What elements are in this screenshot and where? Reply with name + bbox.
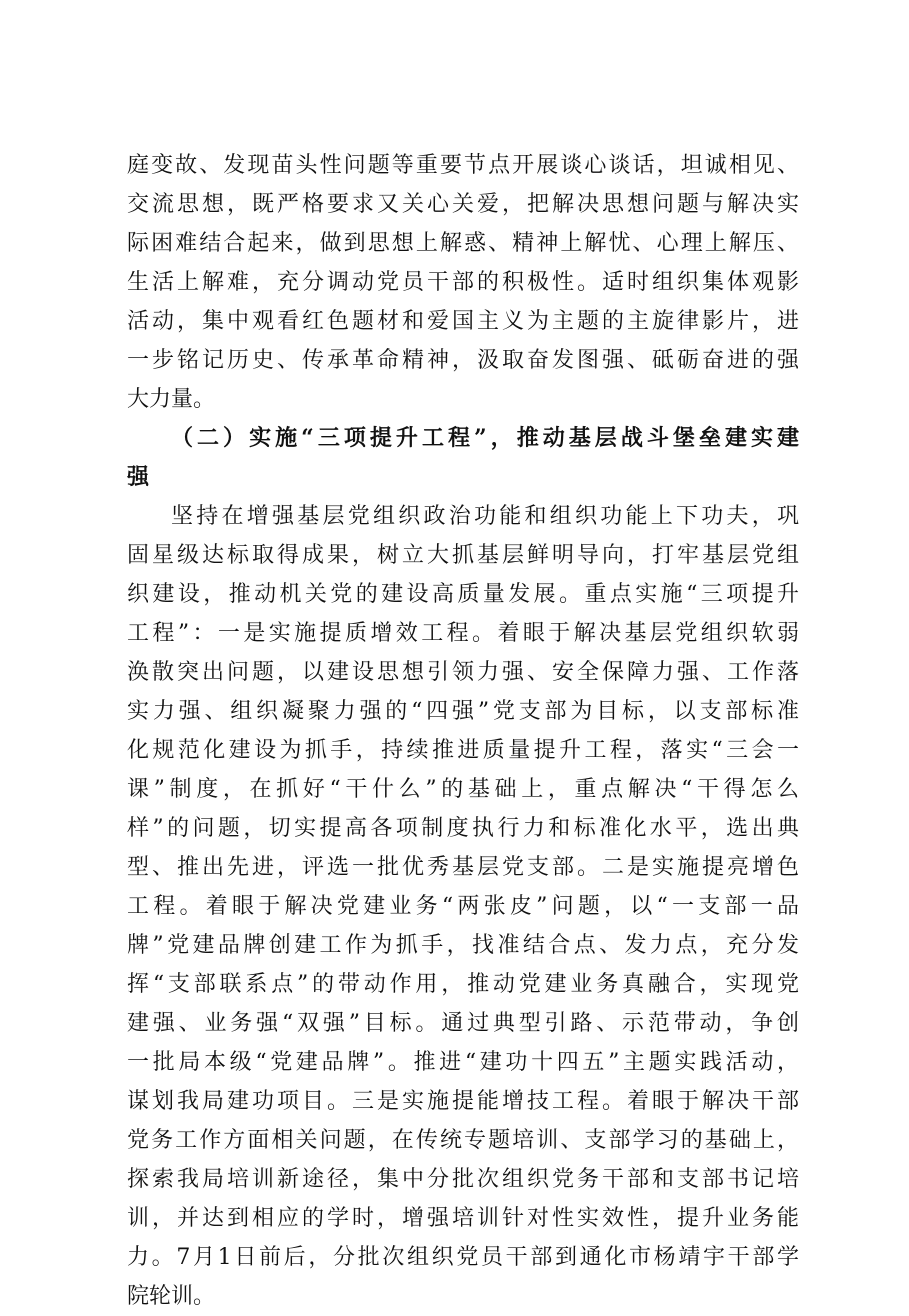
text-line: 化规范化建设为抓手，持续推进质量提升工程，落实“三会一 (127, 738, 799, 763)
text-line: 工程。着眼于解决党建业务“两张皮”问题，以“一支部一品 (127, 894, 799, 919)
text-line: 党务工作方面相关问题，在传统专题培训、支部学习的基础上， (127, 1128, 799, 1153)
text-line: 生活上解难，充分调动党员干部的积极性。适时组织集体观影 (127, 270, 799, 295)
text-line: 力。7月1日前后，分批次组织党员干部到通化市杨靖宇干部学 (127, 1245, 799, 1270)
text-line: 课”制度，在抓好“干什么”的基础上，重点解决“干得怎么 (127, 777, 799, 802)
text-line: 坚持在增强基层党组织政治功能和组织功能上下功夫，巩 (171, 504, 799, 529)
text-line: 交流思想，既严格要求又关心关爱，把解决思想问题与解决实 (127, 192, 799, 217)
heading-line: 强 (127, 464, 150, 490)
paragraph-2 (127, 497, 799, 1316)
text-line: 训，并达到相应的学时，增强培训针对性实效性，提升业务能 (127, 1206, 799, 1231)
text-line: 工程”：一是实施提质增效工程。着眼于解决基层党组织软弱 (127, 621, 799, 646)
text-line: 固星级达标取得成果，树立大抓基层鲜明导向，打牢基层党组 (127, 543, 799, 568)
text-line: 谋划我局建功项目。三是实施提能增技工程。着眼于解决干部 (127, 1089, 799, 1114)
text-line: 活动，集中观看红色题材和爱国主义为主题的主旋律影片，进 (127, 309, 799, 334)
text-line: 型、推出先进，评选一批优秀基层党支部。二是实施提亮增色 (127, 855, 799, 880)
text-line: 际困难结合起来，做到思想上解惑、精神上解忧、心理上解压、 (127, 231, 799, 256)
text-line: 涣散突出问题，以建设思想引领力强、安全保障力强、工作落 (127, 660, 799, 685)
text-line: 一步铭记历史、传承革命精神，汲取奋发图强、砥砺奋进的强 (127, 348, 799, 373)
text-line: 庭变故、发现苗头性问题等重要节点开展谈心谈话，坦诚相见、 (127, 153, 799, 178)
heading-line: （二）实施“三项提升工程”，推动基层战斗堡垒建实建 (171, 425, 799, 451)
text-line: 牌”党建品牌创建工作为抓手，找准结合点、发力点，充分发 (127, 933, 799, 958)
text-line: 院轮训。 (127, 1284, 216, 1309)
text-line: 一批局本级“党建品牌”。推进“建功十四五”主题实践活动， (127, 1050, 799, 1075)
text-line: 实力强、组织凝聚力强的“四强”党支部为目标，以支部标准 (127, 699, 799, 724)
text-line: 探索我局培训新途径，集中分批次组织党务干部和支部书记培 (127, 1167, 799, 1192)
text-line: 织建设，推动机关党的建设高质量发展。重点实施“三项提升 (127, 582, 799, 607)
text-line: 大力量。 (127, 387, 216, 412)
section-heading (127, 419, 799, 497)
text-line: 建强、业务强“双强”目标。通过典型引路、示范带动，争创 (127, 1011, 799, 1036)
text-line: 挥“支部联系点”的带动作用，推动党建业务真融合，实现党 (127, 972, 799, 997)
text-line: 样”的问题，切实提高各项制度执行力和标准化水平，选出典 (127, 816, 799, 841)
paragraph-1 (127, 146, 799, 419)
